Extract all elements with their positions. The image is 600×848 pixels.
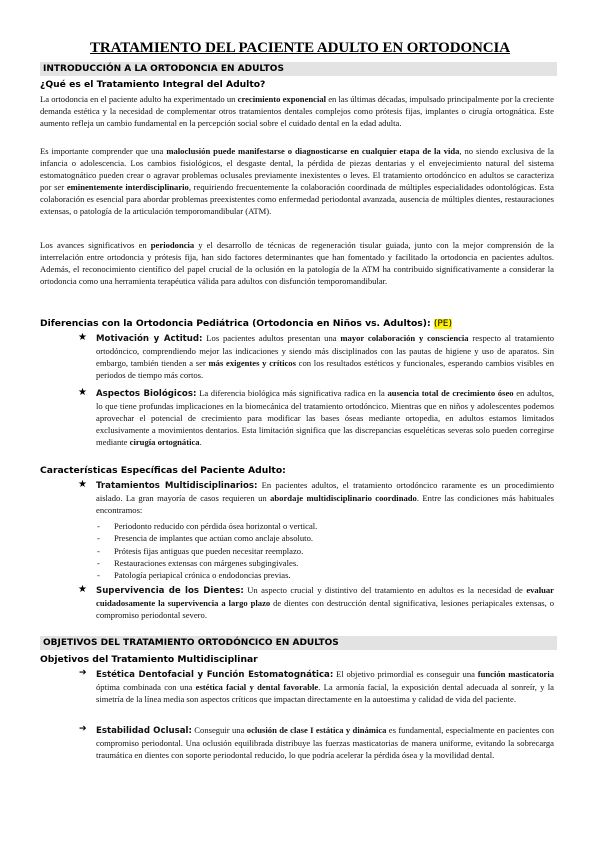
document-title: TRATAMIENTO DEL PACIENTE ADULTO EN ORTODONCIA: [90, 40, 510, 56]
subheading-caracteristicas: Características Específicas del Paciente Adulto:: [40, 465, 286, 476]
star-icon: ★: [78, 479, 87, 490]
paragraph-intro-1: La ortodoncia en el paciente adulto ha experimentado un crecimiento exponencial en las últimas décadas, impulsado principalmente por la creciente demanda estética y la necesidad de complementar otros tratamientos dentales complejos como prótesis fijas, implantes o cirugía ortognática. Este aumento refleja un cambio fundamental en la percepción social sobre el cuidado dental en la edad adulta.: [40, 94, 555, 128]
arrow-icon: ➔: [79, 724, 87, 734]
section-heading-intro: INTRODUCCIÓN A LA ORTODONCIA EN ADULTOS: [40, 62, 557, 76]
star-icon: ★: [78, 332, 87, 343]
objective-estabilidad: ➔ Estabilidad Oclusal: Conseguir una oclusión de clase I estática y dinámica es fundamental, especialmente en pacientes con compromiso periodontal. Una oclusión equilibrada distribuye las fuerzas masticatorias de manera uniforme, evitando la sobrecarga traumática en dientes con soporte periodontal reducido, lo que podría acelerar la pérdida ósea y la movilidad dental.: [79, 724, 555, 760]
subheading-integral: ¿Qué es el Tratamiento Integral del Adulto?: [40, 79, 266, 90]
list-item: - Periodonto reducido con pérdida ósea horizontal o vertical.: [97, 521, 318, 531]
star-icon: ★: [78, 584, 87, 595]
bullet-motivacion: ★ Motivación y Actitud: Los pacientes adultos presentan una mayor colaboración y consciencia respecto al tratamiento ortodóncico, comprendiendo mejor las indicaciones y siendo más disciplinados con las pautas de higiene y uso de aparatos. Sin embargo, también tienden a ser más exigentes y críticos con los resultados estéticos y funcionales, esperando cambios visibles en periodos de tiempo más cortos.: [78, 332, 554, 380]
bullet-multidisciplinarios: ★ Tratamientos Multidisciplinarios: En pacientes adultos, el tratamiento ortodóncico raramente es un procedimiento aislado. La gran mayoría de casos requieren un abordaje multidisciplinario coordinado. Entre las condiciones más habituales encontramos:: [78, 479, 554, 515]
list-item: - Presencia de implantes que actúan como anclaje absoluto.: [97, 533, 314, 543]
list-item: - Restauraciones extensas con márgenes subgingivales.: [97, 558, 299, 568]
list-item: - Prótesis fijas antiguas que pueden necesitar reemplazo.: [97, 546, 304, 556]
subheading-objetivos: Objetivos del Tratamiento Multidisciplinar: [40, 654, 258, 665]
objective-estetica: ➔ Estética Dentofacial y Función Estomatognática: El objetivo primordial es conseguir una función masticatoria óptima combinada con una estética facial y dental favorable. La armonía facial, la exposición dental adecuada al sonreír, y la simetría de la línea media son aspectos críticos que impactan directamente en la autoestima y calidad de vida del paciente.: [79, 668, 555, 704]
list-item: - Patología periapical crónica o endodoncias previas.: [97, 570, 291, 580]
paragraph-intro-2: Es importante comprender que una maloclusión puede manifestarse o diagnosticarse en cualquier etapa de la vida, no siendo exclusiva de la infancia o adolescencia. Los cambios fisiológicos, el desgaste dental, la pérdida de piezas dentarias y el envejecimiento natural del sistema estomatognático pueden crear o agravar problemas oclusales previamente inexistentes o leves. El tratamiento ortodóncico en adultos se caracteriza por ser eminentemente interdisciplinario, requiriendo frecuentemente la colaboración coordinada de múltiples especialidades odontológicas. Esta colaboración es esencial para abordar problemas preexistentes como enfermedad periodontal avanzada, ausencia de múltiples dientes, restauraciones extensas, o patología de la articulación temporomandibular (ATM).: [40, 146, 554, 216]
section-heading-objetivos: OBJETIVOS DEL TRATAMIENTO ORTODÓNCICO EN ADULTOS: [40, 636, 557, 650]
star-icon: ★: [78, 387, 87, 398]
bullet-biologicos: ★ Aspectos Biológicos: La diferencia biológica más significativa radica en la ausencia total de crecimiento óseo en adultos, lo que tiene profundas implicaciones en la biomecánica del tratamiento ortodóncico. Mientras que en niños y adolescentes podemos aprovechar el potencial de crecimiento para modificar las bases óseas mediante ortopedia, en adultos estamos limitados exclusivamente a movimientos dentarios. Esta limitación significa que las discrepancias esqueléticas severas solo pueden corregirse mediante cirugía ortognática.: [78, 387, 554, 447]
arrow-icon: ➔: [79, 668, 87, 678]
subheading-diferencias: Diferencias con la Ortodoncia Pediátrica (Ortodoncia en Niños vs. Adultos): (PE): [40, 318, 452, 329]
bullet-supervivencia: ★ Supervivencia de los Dientes: Un aspecto crucial y distintivo del tratamiento en adultos es la necesidad de evaluar cuidadosamente la supervivencia a largo plazo de dientes con destrucción dental significativa, lesiones periapicales extensas, o compromiso periodontal severo.: [78, 584, 554, 620]
paragraph-intro-3: Los avances significativos en periodoncia y el desarrollo de técnicas de regeneración tisular guiada, junto con la mejor comprensión de la interrelación entre ortodoncia y prótesis fija, han sido factores determinantes que han fomentado y facilitado la ortodoncia en pacientes adultos. Además, el reconocimiento científico del papel crucial de la oclusión en la patología de la ATM ha contribuido significativamente a considerar la ortodoncia como una herramienta terapéutica válida para adultos con disfunción temporomandibular.: [40, 240, 554, 286]
pe-badge: (PE): [433, 319, 452, 329]
